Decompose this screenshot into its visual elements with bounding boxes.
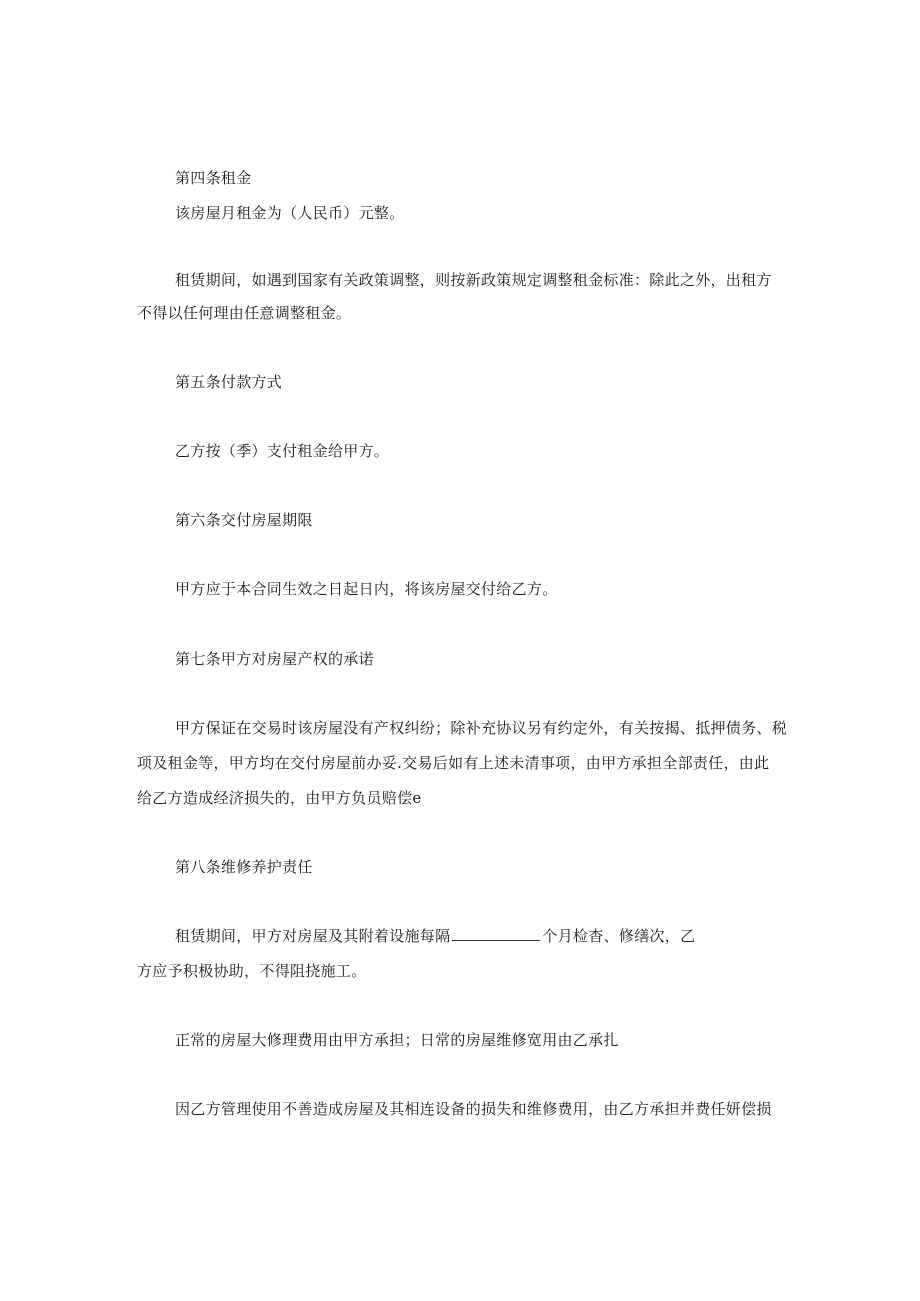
article-4-title: 第四条租金 [175, 169, 252, 187]
article-7-line-3: 给乙方造成经济损失的，由甲方负员赔偿e [137, 789, 422, 807]
article-4-adjust-line-1: 租赁期间，如遇到国家有关政策调整，则按新政策规定调整租金标准：除此之外，出租方 [175, 271, 772, 289]
article-8-repair-costs: 正常的房屋大修理费用由甲方承担；日常的房屋维修宽用由乙承扎 [175, 1031, 619, 1049]
article-8-line-1-end: 个月检杳、修缮次，乙 [542, 927, 696, 945]
fill-in-blank [452, 926, 540, 941]
article-8-line-1 [175, 926, 695, 946]
article-8-line-2: 方应予积极协助，不得阻挠施工。 [137, 962, 367, 980]
article-7-line-1: 甲方保证在交易时该房屋没有产权纠纷；除补充协议另有约定外，有关按揭、抵押债务、税 [175, 719, 788, 737]
article-7-line-2: 项及租金等，甲方均在交付房屋前办妥.交易后如有上述未清事项，由甲方承担全部责任，由此 [137, 754, 770, 772]
article-5-title: 第五条付款方式 [175, 373, 283, 391]
article-4-rent: 该房屋月租金为（人民币）元整。 [175, 204, 405, 222]
article-8-tenant-liability: 因乙方管理使用不善造成房屋及其相连设备的损失和维修费用，由乙方承担并费任妍偿损 [175, 1100, 772, 1118]
article-8-title: 第八条维修养护责任 [175, 858, 313, 876]
article-6-title: 第六条交付房屋期限 [175, 511, 313, 529]
article-7-title: 第七条甲方对房屋产权的承诺 [175, 650, 374, 668]
article-8-line-1-start: 租赁期间，甲方对房屋及其附着设施每隔 [175, 927, 451, 945]
article-5-body: 乙方按（季）支付租金给甲方。 [175, 442, 390, 460]
article-4-adjust-line-2: 不得以任何理由任意调整租金。 [137, 304, 352, 322]
article-6-body: 甲方应于本合同生效之日起日内，将该房屋交付给乙方。 [175, 580, 558, 598]
